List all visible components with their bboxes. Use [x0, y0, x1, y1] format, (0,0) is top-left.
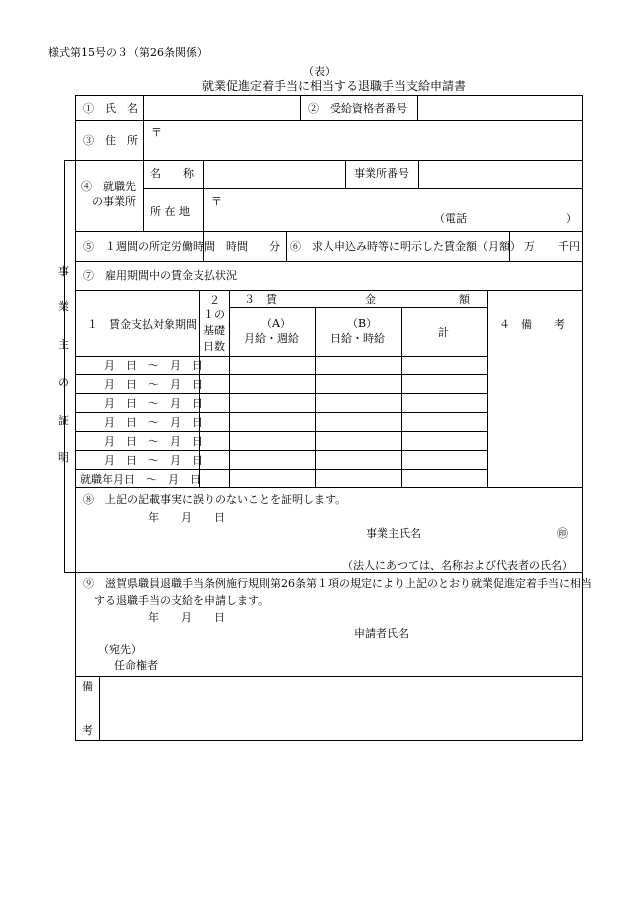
employment-date-prefix: 就職	[80, 473, 102, 486]
offered-wage-label: ⑥ 求人申込み時等に明示した賃金額（月額）	[290, 240, 521, 253]
qualification-number-label: ② 受給資格者番号	[308, 102, 407, 115]
wage-status-label: ⑦ 雇用期間中の賃金支払状況	[83, 269, 237, 282]
side-label: （表）	[303, 65, 336, 78]
hours-unit: 時間	[226, 240, 248, 253]
applicant-name-label: 申請者氏名	[354, 627, 409, 640]
period-row: 月 日 ～ 月 日	[104, 397, 203, 410]
corporation-note: （法人にあつては、名称および代表者の氏名）	[342, 559, 573, 572]
certification-text: ⑧ 上記の記載事実に誤りのないことを証明します。	[83, 493, 347, 506]
remarks-label: 考	[82, 724, 93, 737]
basis-days-header: １の	[203, 308, 225, 321]
side-char: 業	[58, 300, 69, 313]
employment-date-text: 年月日 ～ 月 日	[102, 473, 201, 486]
employment-date-row	[80, 474, 201, 485]
man-unit: 万	[524, 240, 535, 253]
side-char: 主	[58, 338, 69, 351]
side-char: 事	[58, 265, 69, 278]
application-text: する退職手当の支給を申請します。	[94, 594, 270, 607]
employer-section-label: ④ 就職先	[81, 180, 136, 193]
name-label: ① 氏 名	[83, 102, 138, 115]
side-char: 証	[58, 414, 69, 427]
employer-section-label: の事業所	[92, 195, 136, 208]
period-row: 月 日 ～ 月 日	[104, 378, 203, 391]
employer-name-label: 名 称	[150, 167, 194, 180]
page-title: 就業促進定着手当に相当する退職手当支給申請書	[202, 79, 467, 93]
col-b-header: （B）	[347, 317, 378, 330]
period-row: 月 日 ～ 月 日	[104, 416, 203, 429]
wage-amount-header: ３ 賃	[244, 293, 277, 306]
basis-days-header: ２	[209, 294, 220, 307]
address-label: ③ 住 所	[83, 134, 138, 147]
postal-mark: 〒	[151, 126, 162, 139]
form-number: 様式第15号の３（第26条関係）	[48, 46, 208, 59]
location-label: 所 在 地	[150, 205, 190, 218]
period-header: １ 賃金支払対象期間	[87, 318, 197, 331]
postal-mark: 〒	[211, 195, 222, 208]
col-b-header: 日給・時給	[330, 332, 385, 345]
application-text: ⑨ 滋賀県職員退職手当条例施行規則第26条第１項の規定により上記のとおり就業促進定着手当に相当	[83, 577, 592, 590]
certification-date: 年 月 日	[148, 511, 225, 524]
col-a-header: （A）	[261, 317, 291, 330]
wage-amount-header: 金	[365, 293, 376, 306]
total-header: 計	[438, 326, 449, 339]
period-row: 月 日 ～ 月 日	[104, 359, 203, 372]
side-char: 明	[58, 451, 69, 464]
basis-days-header: 基礎	[203, 324, 225, 337]
seal-mark: ㊞	[557, 527, 568, 540]
remarks-label: 備	[82, 680, 93, 693]
sen-yen-unit: 千円	[558, 240, 580, 253]
addressee-label: （宛先）	[98, 643, 142, 656]
col-a-header: 月給・週給	[244, 332, 299, 345]
basis-days-header: 日数	[203, 340, 225, 353]
application-date: 年 月 日	[148, 611, 225, 624]
office-number-label: 事業所番号	[354, 167, 409, 180]
appointing-authority-label: 任命権者	[114, 659, 158, 672]
employer-name-field-label: 事業主氏名	[366, 527, 421, 540]
weekly-hours-label: ⑤ １週間の所定労働時間	[83, 240, 215, 253]
wage-amount-header: 額	[459, 293, 470, 306]
phone-label: （電話	[434, 212, 467, 225]
period-row: 月 日 ～ 月 日	[104, 435, 203, 448]
side-char: の	[58, 376, 69, 389]
period-row: 月 日 ～ 月 日	[104, 454, 203, 467]
minutes-unit: 分	[269, 240, 280, 253]
remarks-header: ４ 備 考	[499, 318, 565, 331]
phone-close: ）	[566, 212, 577, 225]
